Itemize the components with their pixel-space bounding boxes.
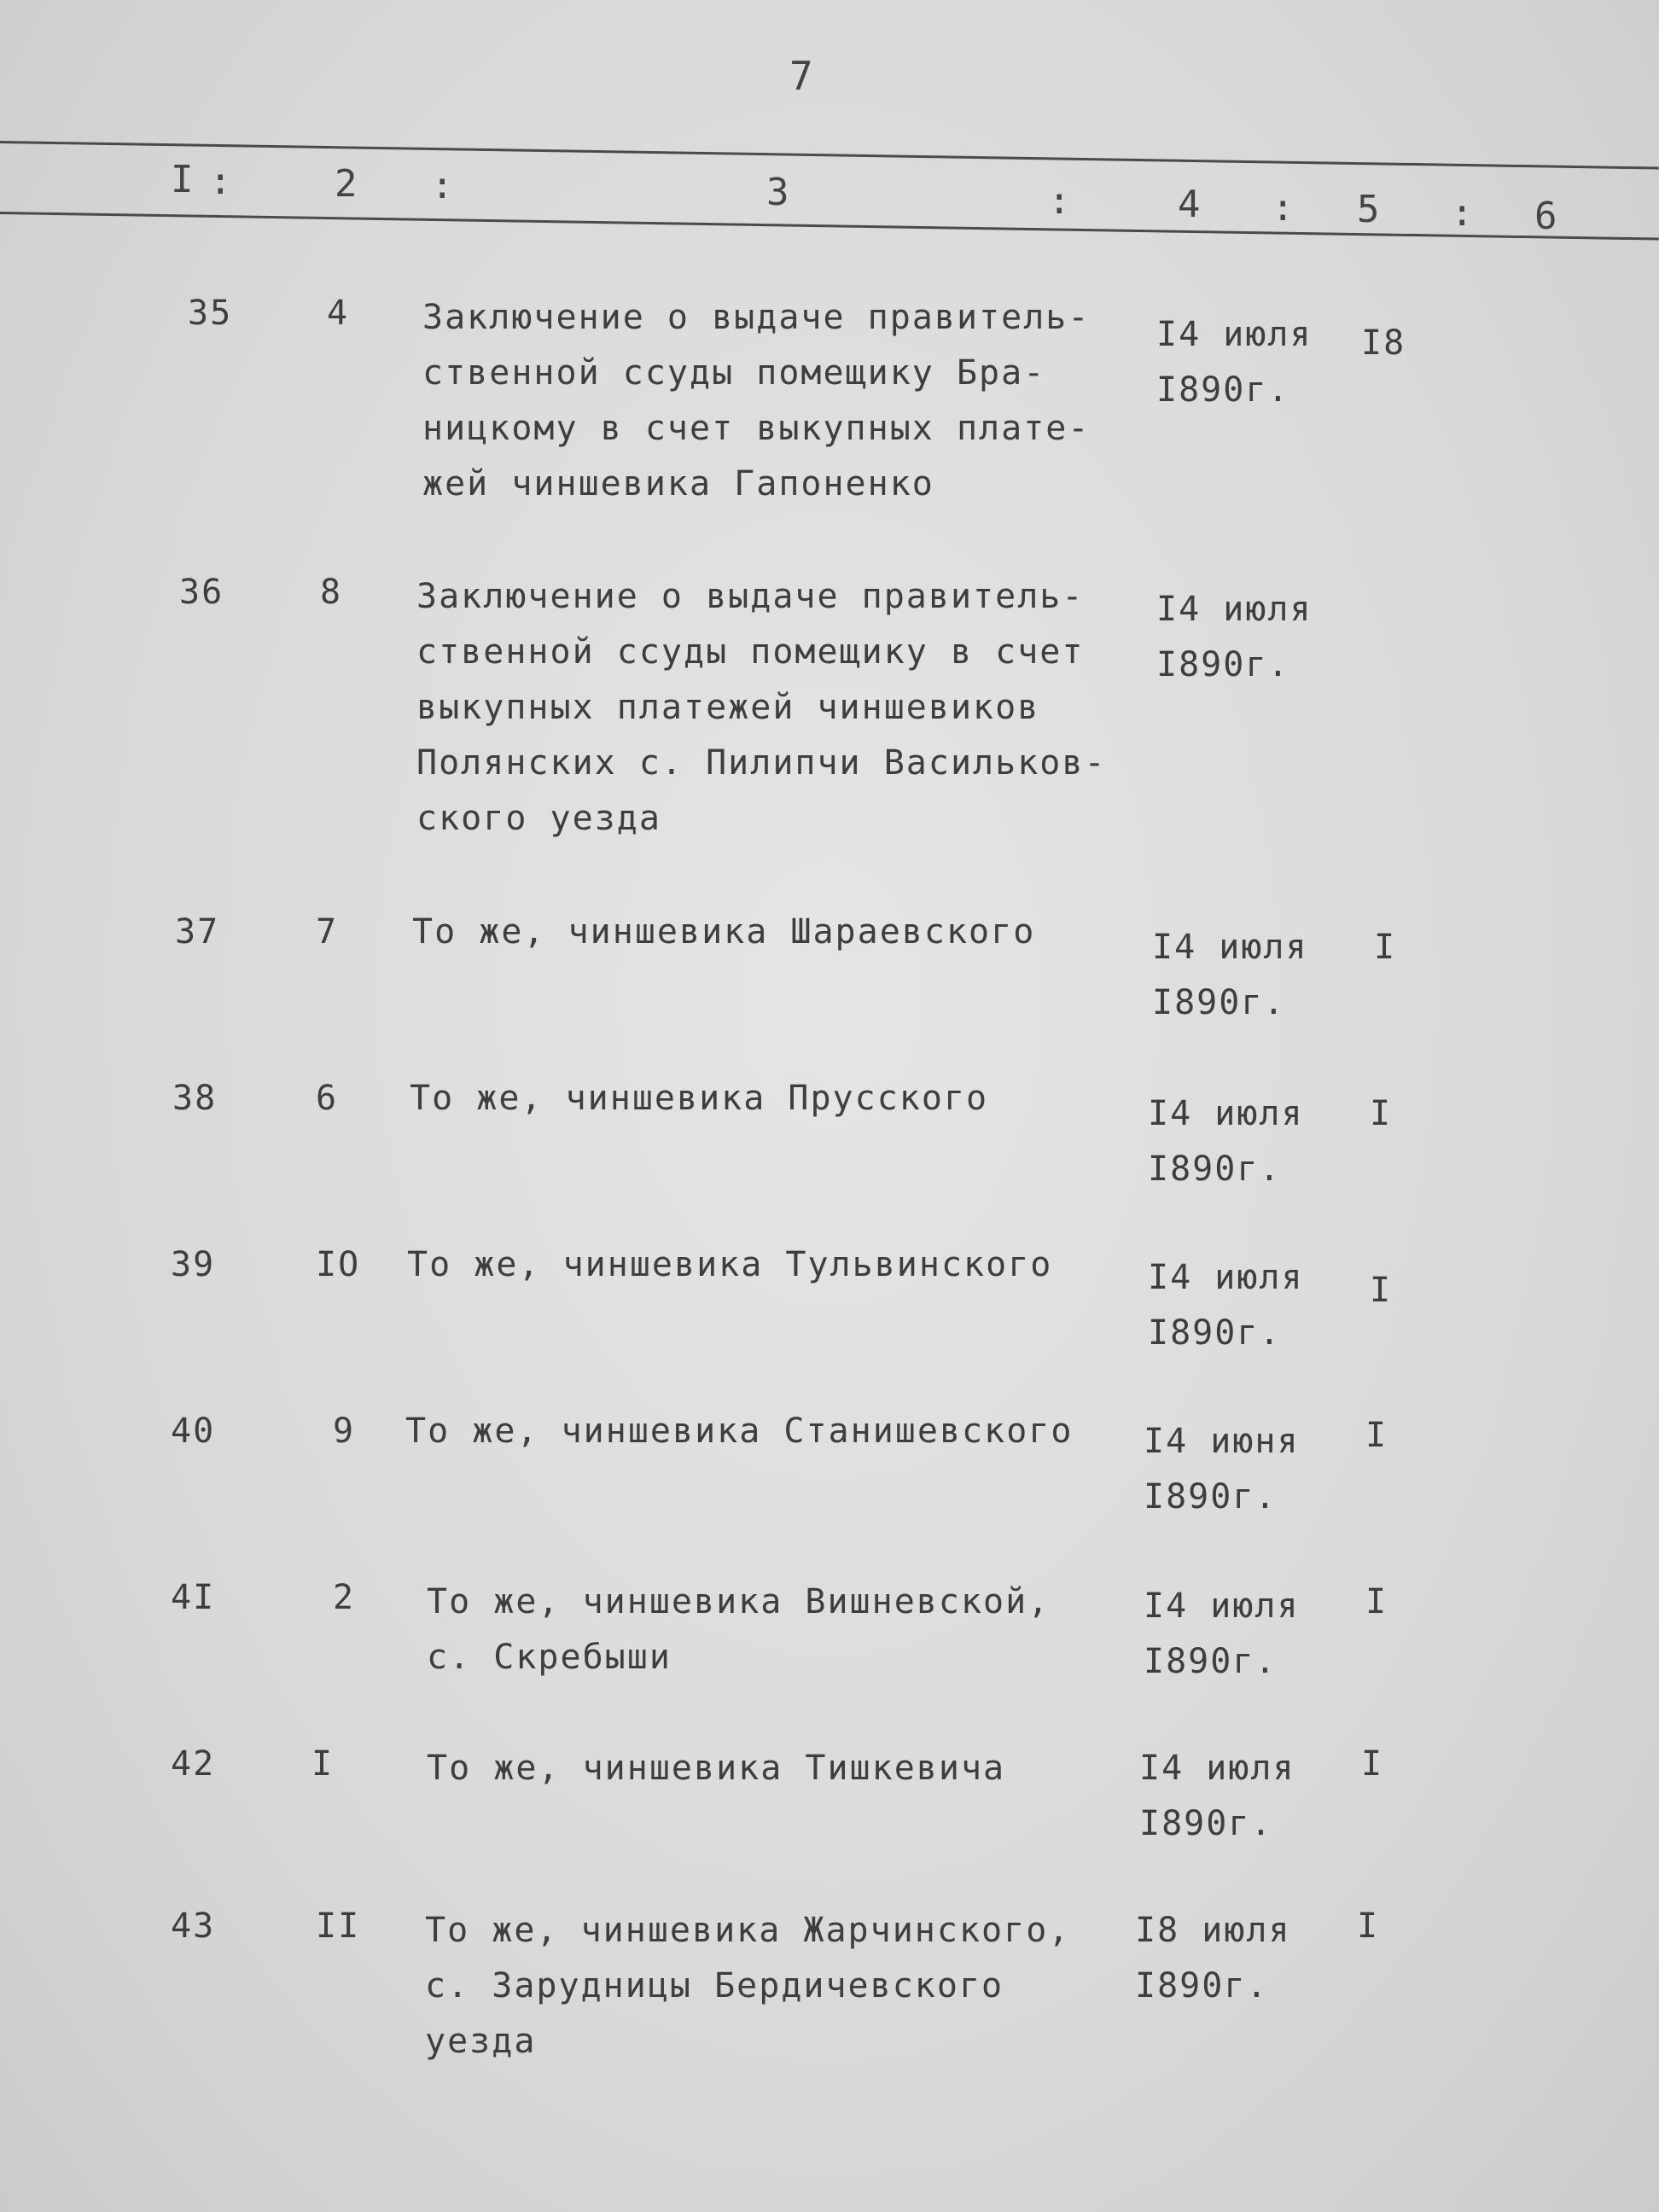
row-date: I4 июля I890г. — [1139, 1749, 1295, 1843]
header-col-3: 3 — [766, 171, 789, 214]
row-col5: I — [1374, 928, 1397, 967]
header-separator: : — [209, 160, 232, 203]
page-number: 7 — [789, 53, 813, 99]
row-number: 43 — [171, 1906, 216, 1946]
row-col2: 4 — [327, 294, 350, 333]
row-col2: I — [311, 1744, 335, 1784]
row-col5: I — [1370, 1094, 1393, 1133]
row-description: То же, чиншевика Жарчинского, с. Зарудницы Бердичевского уезда — [425, 1911, 1071, 2061]
row-date: I8 июля I890г. — [1135, 1911, 1291, 2005]
row-description: То же, чиншевика Тульвинского — [407, 1245, 1053, 1284]
row-col2: 6 — [316, 1079, 339, 1118]
header-separator: : — [431, 164, 454, 207]
header-separator: : — [1451, 191, 1474, 235]
row-number: 39 — [171, 1245, 216, 1284]
header-col-2: 2 — [335, 162, 358, 206]
row-number: 42 — [171, 1744, 216, 1784]
row-col5: I — [1365, 1582, 1388, 1621]
header-separator: : — [1272, 186, 1295, 230]
row-number: 40 — [171, 1412, 216, 1451]
row-date: I4 июля I890г. — [1156, 315, 1313, 410]
row-date: I4 июля I890г. — [1148, 1094, 1304, 1189]
row-date: I4 июля I890г. — [1152, 928, 1308, 1022]
row-col5: I — [1361, 1744, 1384, 1784]
row-description: То же, чиншевика Тишкевича — [427, 1749, 1006, 1788]
header-col-4: 4 — [1178, 183, 1201, 226]
row-col2: 7 — [316, 912, 339, 952]
row-description: То же, чиншевика Шараевского — [412, 912, 1036, 952]
row-description: То же, чиншевика Вишневской, с. Скребыши — [427, 1582, 1051, 1677]
row-description: То же, чиншевика Станишевского — [405, 1412, 1074, 1451]
row-col2: II — [316, 1906, 361, 1946]
row-col2: 9 — [333, 1412, 356, 1451]
header-rule-bottom — [0, 212, 1659, 241]
header-rule-top — [0, 141, 1659, 170]
row-description: Заключение о выдаче правитель- ственной ссуды помещику Бра- ницкому в счет выкупных плате- жей чиншевика Гапоненко — [422, 298, 1091, 504]
row-number: 37 — [175, 912, 220, 952]
header-col-5: 5 — [1357, 188, 1380, 231]
row-date: I4 июля I890г. — [1148, 1258, 1304, 1353]
header-separator: : — [1048, 179, 1071, 223]
row-col2: IO — [316, 1245, 361, 1284]
row-number: 38 — [172, 1079, 218, 1118]
header-col-6: 6 — [1534, 195, 1557, 238]
row-col5: I8 — [1361, 323, 1406, 363]
row-col2: 8 — [320, 573, 343, 612]
row-date: I4 июля I890г. — [1156, 590, 1313, 684]
row-number: 4I — [171, 1578, 216, 1617]
row-col5: I — [1370, 1271, 1393, 1310]
row-description: Заключение о выдаче правитель- ственной ссуды помещику в счет выкупных платежей чиншевиков Полянских с. Пилипчи Васильков- ского уезда — [416, 577, 1107, 838]
header-col-1: I — [171, 158, 194, 201]
row-date: I4 июня I890г. — [1144, 1422, 1300, 1516]
row-col2: 2 — [333, 1578, 356, 1617]
row-col5: I — [1365, 1416, 1388, 1455]
row-date: I4 июля I890г. — [1144, 1586, 1300, 1681]
row-description: То же, чиншевика Прусского — [410, 1079, 989, 1118]
row-number: 36 — [179, 573, 224, 612]
row-number: 35 — [188, 294, 233, 333]
row-col5: I — [1357, 1906, 1380, 1946]
